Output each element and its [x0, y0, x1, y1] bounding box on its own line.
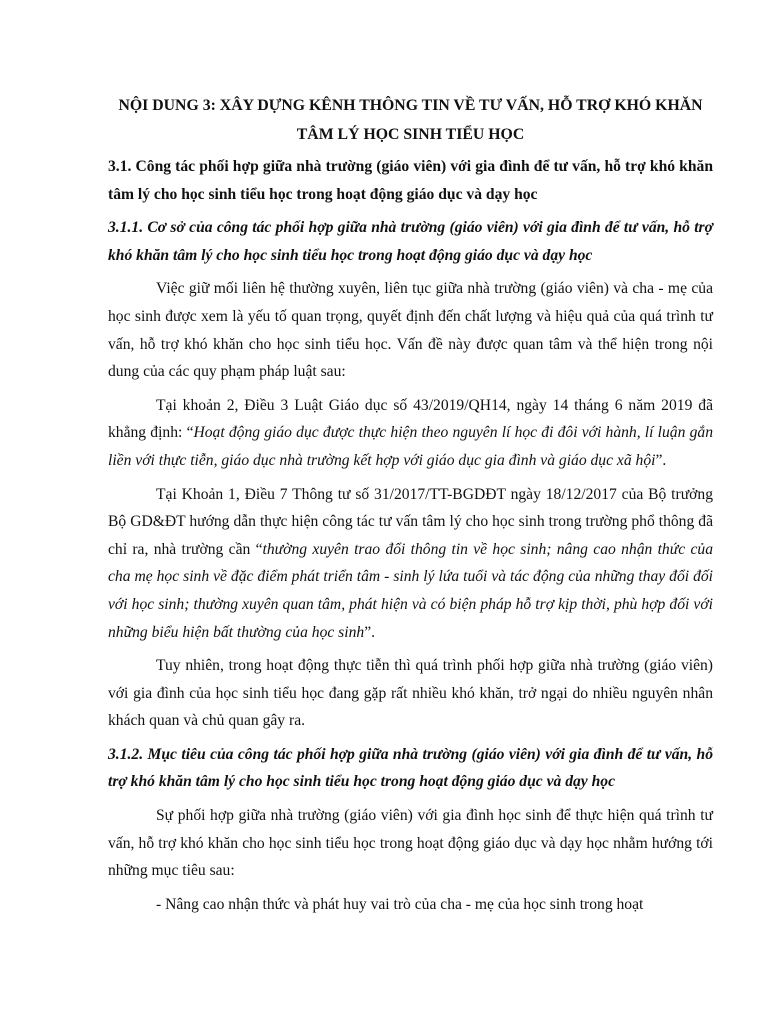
paragraph-2 [108, 392, 713, 475]
section-heading-3-1: 3.1. Công tác phối hợp giữa nhà trường (giáo viên) với gia đình để tư vấn, hỗ trợ khó khăn tâm lý cho học sinh tiểu học trong hoạt động giáo dục và dạy học [108, 158, 713, 203]
document-page [108, 91, 713, 924]
paragraph-2-lead: Tại khoản 2, Điều 3 Luật Giáo dục số 43/2019/QH14, ngày 14 tháng 6 năm 2019 đã khẳng định: “ [108, 396, 713, 442]
paragraph-6: - Nâng cao nhận thức và phát huy vai trò của cha - mẹ của học sinh trong hoạt [156, 895, 644, 913]
document-title: NỘI DUNG 3: XÂY DỰNG KÊNH THÔNG TIN VỀ TƯ VẤN, HỖ TRỢ KHÓ KHĂN TÂM LÝ HỌC SINH TIỂU HỌC [118, 97, 703, 143]
paragraph-3-quote: thường xuyên trao đổi thông tin về học sinh; nâng cao nhận thức của cha mẹ học sinh về đặc điểm phát triển tâm - sinh lý lứa tuổi và tác động của những thay đổi đối với học sinh; thường xuyên quan tâm, phát hiện và có biện pháp hỗ trợ kịp thời, phù hợp đối với những biểu hiện bất thường của học sinh [108, 540, 713, 641]
paragraph-3-lead: Tại Khoản 1, Điều 7 Thông tư số 31/2017/TT-BGDĐT ngày 18/12/2017 của Bộ trưởng Bộ GD&ĐT hướng dẫn thực hiện công tác tư vấn tâm lý cho học sinh trong trường phổ thông đã chỉ ra, nhà trường cần “ [108, 485, 713, 558]
paragraph-1: Việc giữ mối liên hệ thường xuyên, liên tục giữa nhà trường (giáo viên) và cha - mẹ của học sinh được xem là yếu tố quan trọng, quyết định đến chất lượng và hiệu quả của quá trình tư vấn, hỗ trợ khó khăn cho học sinh tiểu học. Vấn đề này được quan tâm và thể hiện trong nội dung của các quy phạm pháp luật sau: [108, 280, 713, 381]
paragraph-2-quote: Hoạt động giáo dục được thực hiện theo nguyên lí học đi đôi với hành, lí luận gắn liền với thực tiễn, giáo dục nhà trường kết hợp với giáo dục gia đình và giáo dục xã hội [108, 424, 713, 469]
section-heading-3-1-2: 3.1.2. Mục tiêu của công tác phối hợp giữa nhà trường (giáo viên) với gia đình để tư vấn, hỗ trợ khó khăn tâm lý cho học sinh tiểu học trong hoạt động giáo dục và dạy học [108, 745, 713, 791]
paragraph-4: Tuy nhiên, trong hoạt động thực tiễn thì quá trình phối hợp giữa nhà trường (giáo viên) với gia đình của học sinh tiểu học đang gặp rất nhiều khó khăn, trở ngại do nhiều nguyên nhân khách quan và chủ quan gây ra. [108, 657, 713, 730]
paragraph-3 [108, 481, 713, 647]
paragraph-2-end: ”. [655, 451, 667, 469]
section-heading-3-1-1: 3.1.1. Cơ sở của công tác phối hợp giữa nhà trường (giáo viên) với gia đình để tư vấn, hỗ trợ khó khăn tâm lý cho học sinh tiểu học trong hoạt động giáo dục và dạy học [108, 219, 713, 264]
paragraph-3-end: ”. [364, 623, 376, 641]
paragraph-5: Sự phối hợp giữa nhà trường (giáo viên) với gia đình học sinh để thực hiện quá trình tư vấn, hỗ trợ khó khăn cho học sinh tiểu học trong hoạt động giáo dục và dạy học nhằm hướng tới những mục tiêu sau: [108, 807, 713, 880]
